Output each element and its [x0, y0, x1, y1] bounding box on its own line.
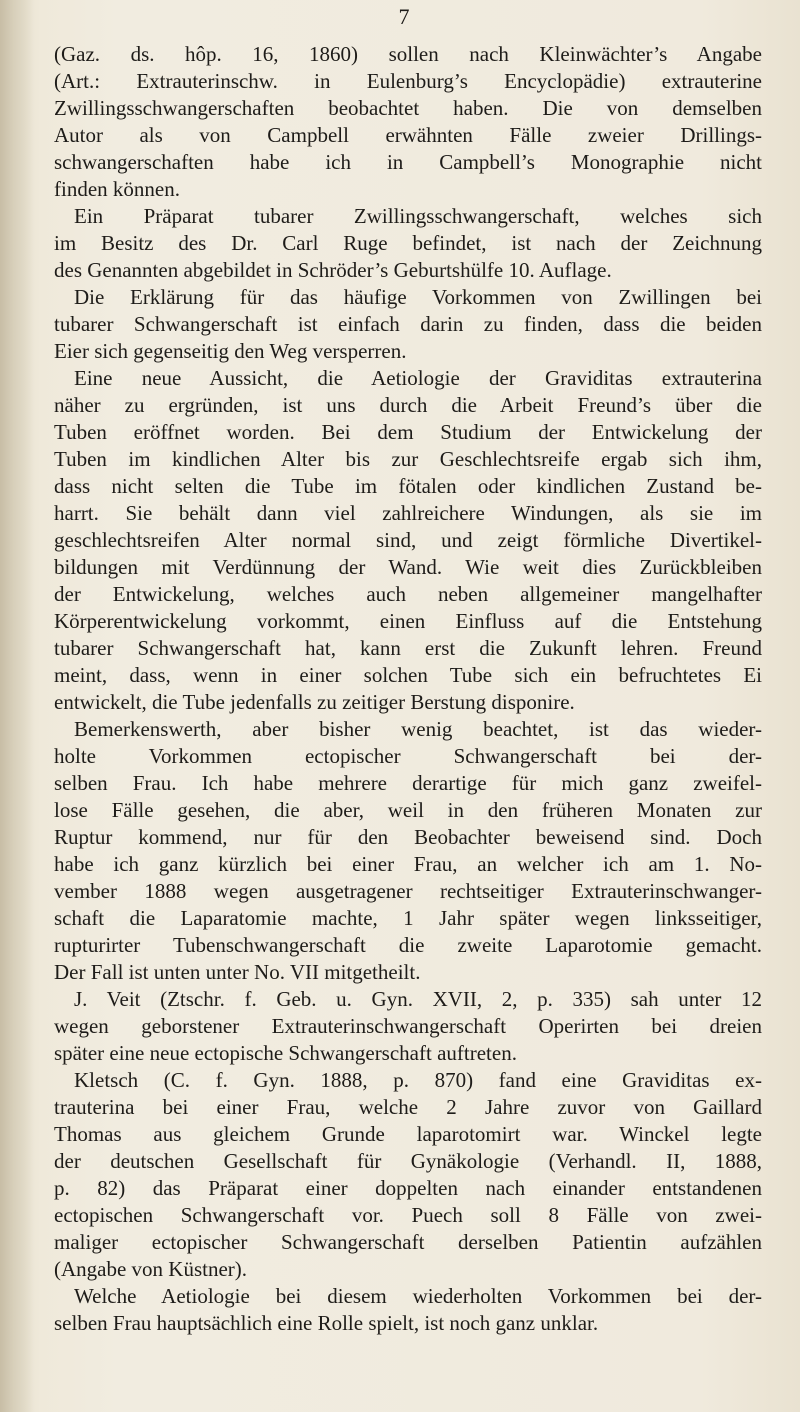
text-line: im Besitz des Dr. Carl Ruge befindet, ist nach der Zeichnung [54, 231, 762, 255]
text-line: trauterina bei einer Frau, welche 2 Jahre zuvor von Gaillard [54, 1095, 762, 1119]
text-line: später eine neue ectopische Schwangerschaft auftreten. [54, 1041, 517, 1065]
text-line: selben Frau. Ich habe mehrere derartige für mich ganz zweifel- [54, 771, 762, 795]
text-line: harrt. Sie behält dann viel zahlreichere Windungen, als sie im [54, 501, 762, 525]
text-line: (Gaz. ds. hôp. 16, 1860) sollen nach Kleinwächter’s Angabe [54, 42, 762, 66]
text-line: wegen geborstener Extrauterinschwangerschaft Operirten bei dreien [54, 1014, 762, 1038]
text-line: J. Veit (Ztschr. f. Geb. u. Gyn. XVII, 2, p. 335) sah unter 12 [74, 987, 762, 1011]
text-line: (Art.: Extrauterinschw. in Eulenburg’s Encyclopädie) extrauterine [54, 69, 762, 93]
text-line: tubarer Schwangerschaft hat, kann erst die Zukunft lehren. Freund [54, 636, 762, 660]
text-line: maliger ectopischer Schwangerschaft derselben Patientin aufzählen [54, 1230, 762, 1254]
text-line: habe ich ganz kürzlich bei einer Frau, an welcher ich am 1. No- [54, 852, 762, 876]
paragraph [54, 1067, 762, 1283]
body-text [54, 41, 762, 1337]
text-line: p. 82) das Präparat einer doppelten nach einander entstandenen [54, 1176, 762, 1200]
text-line: vember 1888 wegen ausgetragener rechtseitiger Extrauterinschwanger- [54, 879, 762, 903]
text-line: bildungen mit Verdünnung der Wand. Wie weit dies Zurückbleiben [54, 555, 762, 579]
text-line: geschlechtsreifen Alter normal sind, und zeigt förmliche Divertikel- [54, 528, 762, 552]
text-line: lose Fälle gesehen, die aber, weil in den früheren Monaten zur [54, 798, 762, 822]
text-line: näher zu ergründen, ist uns durch die Arbeit Freund’s über die [54, 393, 762, 417]
page-number: 7 [398, 4, 410, 29]
text-line: Der Fall ist unten unter No. VII mitgetheilt. [54, 960, 421, 984]
paragraph [54, 203, 762, 284]
text-line: Bemerkenswerth, aber bisher wenig beachtet, ist das wieder- [74, 717, 762, 741]
text-line: Ruptur kommend, nur für den Beobachter beweisend sind. Doch [54, 825, 762, 849]
text-line: Autor als von Campbell erwähnten Fälle zweier Drillings- [54, 123, 762, 147]
paragraph [54, 365, 762, 716]
text-line: schwangerschaften habe ich in Campbell’s Monographie nicht [54, 150, 762, 174]
text-line: Zwillingsschwangerschaften beobachtet haben. Die von demselben [54, 96, 762, 120]
text-line: entwickelt, die Tube jedenfalls zu zeitiger Berstung disponire. [54, 690, 575, 714]
text-line: (Angabe von Küstner). [54, 1257, 248, 1281]
text-line: dass nicht selten die Tube im fötalen oder kindlichen Zustand be- [54, 474, 762, 498]
text-line: Tuben im kindlichen Alter bis zur Geschlechtsreife ergab sich ihm, [54, 447, 762, 471]
paragraph [54, 284, 762, 365]
text-line: rupturirter Tubenschwangerschaft die zweite Laparotomie gemacht. [54, 933, 762, 957]
text-line: des Genannten abgebildet in Schröder’s Geburtshülfe 10. Auflage. [54, 258, 612, 282]
text-line: tubarer Schwangerschaft ist einfach darin zu finden, dass die beiden [54, 312, 762, 336]
text-line: Die Erklärung für das häufige Vorkommen von Zwillingen bei [74, 285, 762, 309]
text-line: selben Frau hauptsächlich eine Rolle spielt, ist noch ganz unklar. [54, 1311, 599, 1335]
text-line: finden können. [54, 177, 180, 201]
text-line: Thomas aus gleichem Grunde laparotomirt war. Winckel legte [54, 1122, 762, 1146]
text-line: der Entwickelung, welches auch neben allgemeiner mangelhafter [54, 582, 762, 606]
text-line: Eier sich gegenseitig den Weg versperren. [54, 339, 407, 363]
text-line: meint, dass, wenn in einer solchen Tube sich ein befruchtetes Ei [54, 663, 762, 687]
text-line: Eine neue Aussicht, die Aetiologie der Graviditas extrauterina [74, 366, 762, 390]
paragraph [54, 1283, 762, 1337]
text-line: Ein Präparat tubarer Zwillingsschwangerschaft, welches sich [74, 204, 762, 228]
paragraph [54, 986, 762, 1067]
paragraph [54, 716, 762, 986]
text-line: schaft die Laparatomie machte, 1 Jahr später wegen linksseitiger, [54, 906, 762, 930]
text-line: holte Vorkommen ectopischer Schwangerschaft bei der- [54, 744, 762, 768]
spine-shadow [0, 0, 34, 1412]
paragraph [54, 41, 762, 203]
text-line: Welche Aetiologie bei diesem wiederholten Vorkommen bei der- [74, 1284, 762, 1308]
text-line: ectopischen Schwangerschaft vor. Puech soll 8 Fälle von zwei- [54, 1203, 762, 1227]
text-line: Tuben eröffnet worden. Bei dem Studium der Entwickelung der [54, 420, 762, 444]
text-line: Körperentwickelung vorkommt, einen Einfluss auf die Entstehung [54, 609, 762, 633]
text-line: Kletsch (C. f. Gyn. 1888, p. 870) fand eine Graviditas ex- [74, 1068, 762, 1092]
text-line: der deutschen Gesellschaft für Gynäkologie (Verhandl. II, 1888, [54, 1149, 762, 1173]
